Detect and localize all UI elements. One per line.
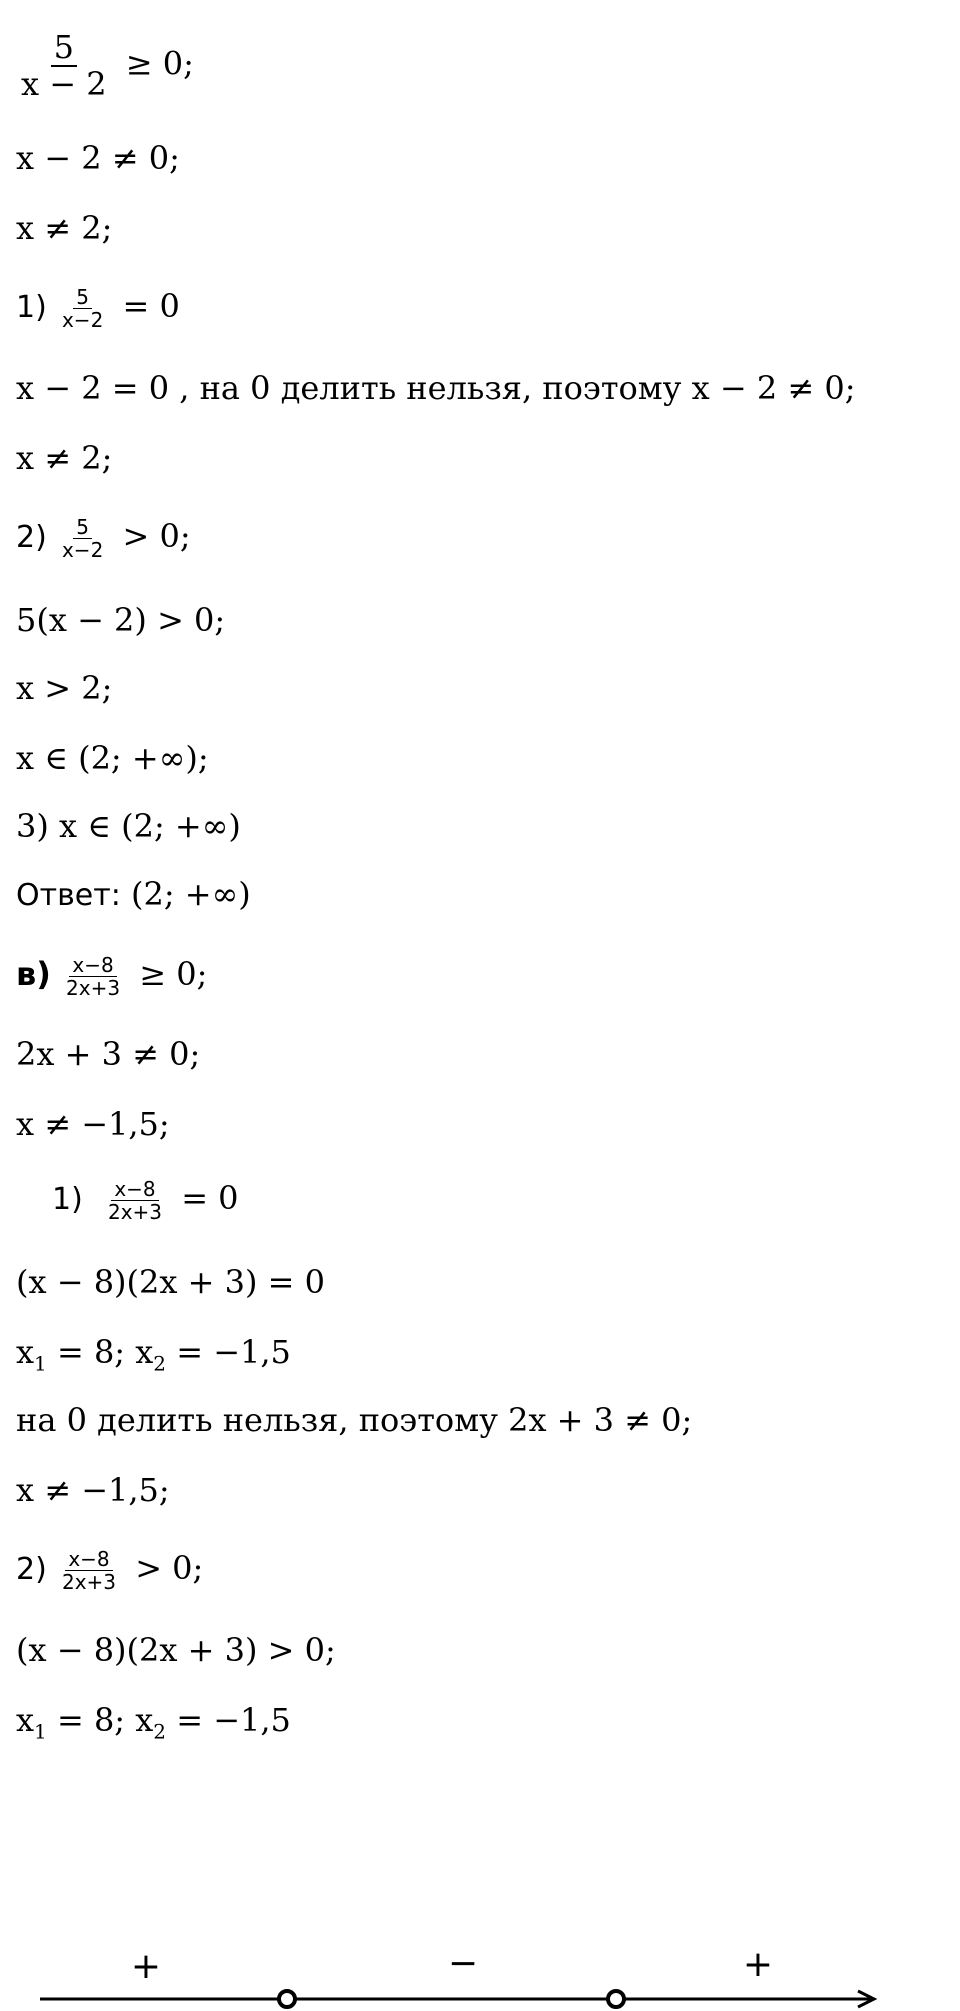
subscript: 1: [34, 1351, 47, 1376]
fraction: [18, 30, 110, 102]
value: = −1,5: [176, 1333, 291, 1371]
line-7: [16, 514, 191, 561]
line-19: на 0 делить нельзя, поэтому 2x + 3 ≠ 0;: [16, 1401, 693, 1439]
numerator: 5: [51, 30, 77, 67]
variable: x: [16, 1701, 35, 1739]
line-9: x > 2;: [16, 669, 113, 707]
answer-value: (2; +∞): [130, 875, 251, 913]
relation: = 0: [181, 1179, 239, 1217]
subscript: 2: [153, 1719, 167, 1744]
line-3: x ≠ 2;: [16, 209, 113, 247]
denominator: x−2: [61, 308, 104, 332]
line-14: 2x + 3 ≠ 0;: [16, 1035, 201, 1073]
answer-label: Ответ:: [16, 878, 121, 913]
fraction: [59, 516, 106, 561]
line-17: (x − 8)(2x + 3) = 0: [16, 1263, 325, 1301]
line-1: [16, 30, 194, 102]
subscript: 1: [34, 1719, 47, 1744]
line-18: [16, 1330, 291, 1385]
excluded-point-left: [279, 1991, 295, 2007]
sign-left: +: [130, 1946, 162, 1987]
line-16: [52, 1176, 239, 1223]
numerator: x−8: [69, 954, 116, 977]
number-line: [0, 1901, 960, 2011]
relation: ≥ 0;: [125, 44, 194, 83]
value: = −1,5: [176, 1701, 291, 1739]
line-11: 3) x ∈ (2; +∞): [16, 807, 241, 845]
denominator: x − 2: [21, 65, 107, 104]
step-number: 2): [16, 1552, 47, 1587]
fraction: [63, 954, 123, 999]
denominator: 2x+3: [66, 976, 121, 1000]
line-10: x ∈ (2; +∞);: [16, 739, 209, 777]
part-label: в): [16, 955, 51, 993]
line-15: x ≠ −1,5;: [16, 1105, 170, 1143]
fraction: [105, 1178, 165, 1223]
value: = 8;: [56, 1333, 126, 1371]
fraction: [59, 1548, 119, 1593]
step-number: 2): [16, 520, 47, 555]
line-23: [16, 1698, 291, 1753]
relation: > 0;: [135, 1549, 204, 1587]
line-13: [16, 952, 207, 999]
line-6: x ≠ 2;: [16, 439, 113, 477]
sign-right: +: [742, 1944, 774, 1985]
variable: x: [135, 1701, 154, 1739]
line-4: [16, 284, 180, 331]
line-21: [16, 1546, 203, 1593]
line-5: x − 2 = 0 , на 0 делить нельзя, поэтому x − 2 ≠ 0;: [16, 369, 856, 407]
numerator: x−8: [111, 1178, 158, 1201]
numerator: x−8: [65, 1548, 112, 1571]
relation: ≥ 0;: [139, 955, 208, 993]
numerator: 5: [73, 516, 92, 539]
numerator: 5: [73, 286, 92, 309]
variable: x: [16, 1333, 35, 1371]
line-22: (x − 8)(2x + 3) > 0;: [16, 1631, 336, 1669]
variable: x: [135, 1333, 154, 1371]
line-2: x − 2 ≠ 0;: [16, 139, 180, 177]
excluded-point-right: [608, 1991, 624, 2007]
line-20: x ≠ −1,5;: [16, 1471, 170, 1509]
sign-middle: −: [447, 1943, 479, 1984]
denominator: 2x+3: [61, 1570, 117, 1594]
step-number: 1): [16, 290, 47, 325]
answer-line: [16, 872, 251, 918]
denominator: 2x+3: [107, 1200, 163, 1224]
relation: > 0;: [122, 517, 191, 555]
relation: = 0: [122, 287, 180, 325]
denominator: x−2: [61, 538, 104, 562]
subscript: 2: [153, 1351, 167, 1376]
line-8: 5(x − 2) > 0;: [16, 601, 226, 639]
value: = 8;: [56, 1701, 126, 1739]
fraction: [59, 286, 106, 331]
step-number: 1): [52, 1182, 83, 1217]
